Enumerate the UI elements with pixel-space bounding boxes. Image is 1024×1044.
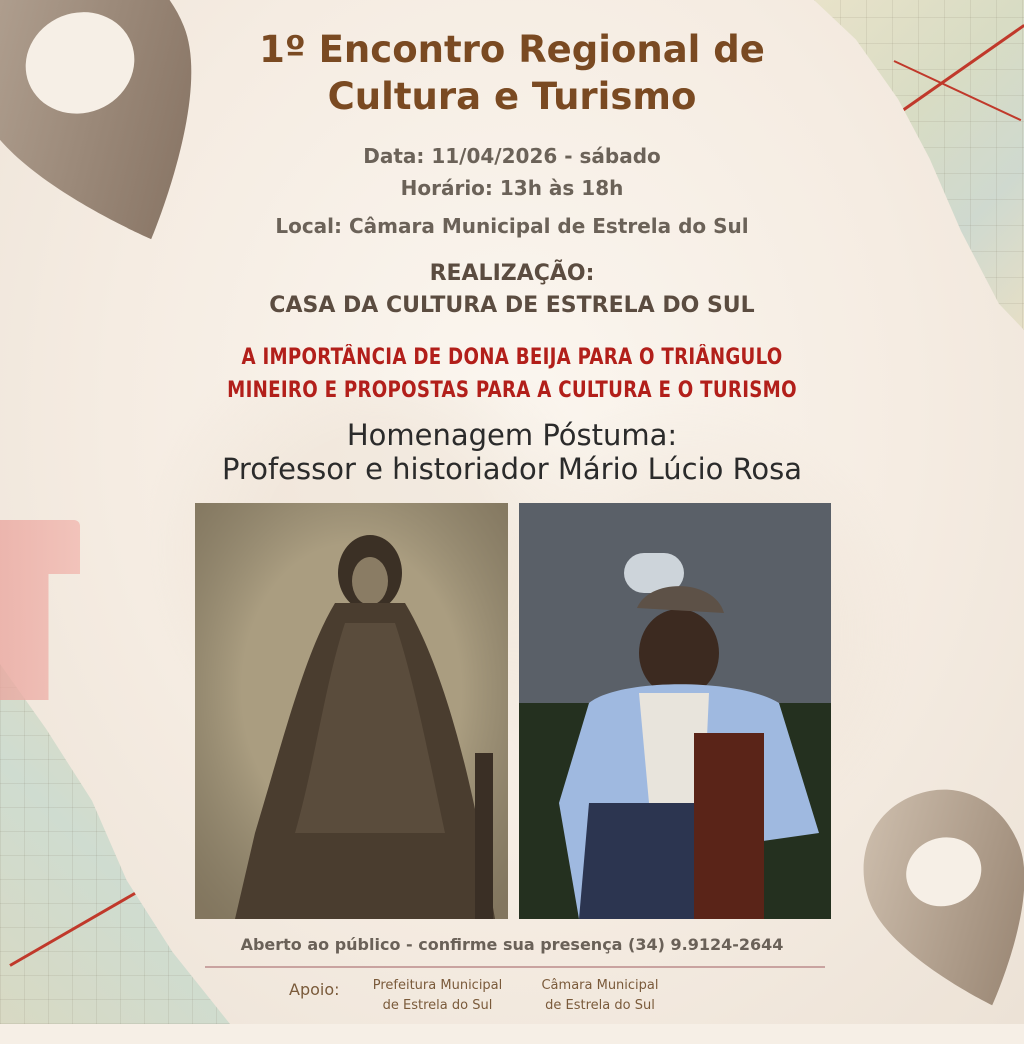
open-public-notice: Aberto ao público - confirme sua presença (34) 9.9124-2644	[240, 935, 784, 954]
supporter-camara	[530, 976, 670, 1016]
portrait-photo-dona-beija	[195, 503, 508, 919]
realization	[0, 258, 1024, 322]
event-title	[0, 26, 1024, 120]
event-location: Local: Câmara Municipal de Estrela do Sul	[275, 214, 749, 238]
title-line-2: Cultura e Turismo	[327, 75, 697, 118]
photo-mario-lucio-rosa	[519, 503, 831, 919]
homage-line-2: Professor e historiador Mário Lúcio Rosa	[221, 452, 803, 486]
theme-line-2: MINEIRO E PROPOSTAS PARA A CULTURA E O TURISMO	[227, 378, 797, 403]
footer-divider	[205, 966, 825, 968]
event-date: Data: 11/04/2026 - sábado	[363, 144, 661, 168]
realization-label: REALIZAÇÃO:	[429, 261, 595, 286]
supporter-line: de Estrela do Sul	[382, 998, 493, 1013]
theme-line-1: A IMPORTÂNCIA DE DONA BEIJA PARA O TRIÂNGULO	[241, 345, 783, 370]
title-line-1: 1º Encontro Regional de	[259, 28, 765, 71]
homage	[0, 418, 1024, 486]
event-theme	[41, 341, 983, 407]
event-time: Horário: 13h às 18h	[400, 176, 624, 200]
supporter-prefeitura	[365, 976, 510, 1016]
supporter-line: Prefeitura Municipal	[372, 978, 503, 993]
realization-org: CASA DA CULTURA DE ESTRELA DO SUL	[269, 293, 755, 318]
supporter-line: Câmara Municipal	[541, 978, 659, 993]
supporter-line: de Estrela do Sul	[545, 998, 655, 1013]
homage-line-1: Homenagem Póstuma:	[346, 418, 678, 452]
support-section	[0, 976, 1024, 1020]
support-label: Apoio:	[289, 980, 340, 999]
